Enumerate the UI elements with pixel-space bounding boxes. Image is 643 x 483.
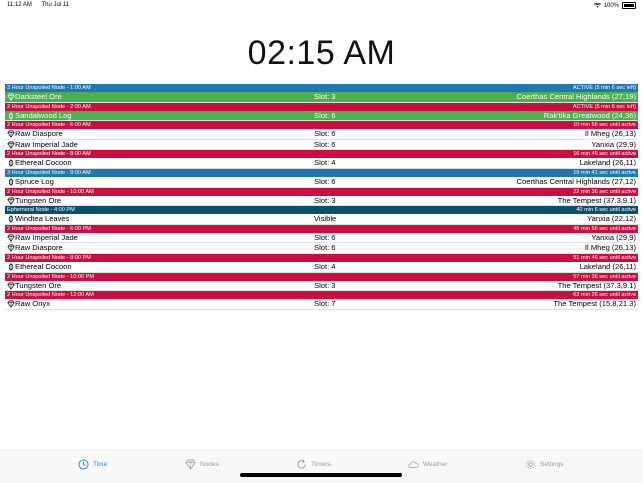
node-list — [5, 84, 638, 310]
group-title: 2 Hour Unspoiled Node - 6:00 PM — [7, 225, 91, 232]
node-group-header — [5, 291, 638, 299]
eorzea-clock: 02:15 AM — [247, 34, 396, 72]
mining-icon — [7, 244, 15, 252]
node-row[interactable] — [5, 129, 638, 140]
botany-icon — [7, 178, 15, 186]
mining-icon — [7, 197, 15, 205]
botany-icon — [7, 215, 15, 223]
item-name: Raw Imperial Jade — [15, 232, 78, 242]
item-slot: Slot: 4 — [314, 261, 336, 271]
item-location: Lakeland (26,11) — [579, 261, 636, 271]
tab-nodes[interactable] — [185, 458, 219, 470]
item-name: Windtea Leaves — [15, 214, 70, 224]
node-row[interactable] — [5, 243, 638, 254]
item-location: Coerthas Central Highlands (27,12) — [516, 176, 636, 186]
status-time: 11:12 AM — [7, 2, 32, 8]
tab-label: Nodes — [200, 460, 219, 468]
tab-settings[interactable] — [525, 458, 564, 470]
group-status: 16 min 46 sec until active — [573, 151, 636, 158]
status-right — [594, 2, 636, 9]
mining-icon — [7, 282, 15, 290]
item-location: Yanxia (29,9) — [591, 232, 636, 242]
group-title: Ephemeral Node - 4:00 PM — [7, 207, 75, 214]
group-title: 2 Hour Unspoiled Node - 10:00 AM — [7, 188, 94, 195]
item-name: Raw Diaspore — [15, 243, 63, 253]
item-slot: Slot: 4 — [314, 158, 336, 168]
tab-label: Time — [93, 460, 108, 468]
item-slot: Slot: 7 — [314, 299, 336, 309]
item-slot: Slot: 3 — [314, 280, 336, 290]
item-slot: Slot: 6 — [314, 129, 336, 139]
item-location: The Tempest (37.3,9.1) — [557, 195, 636, 205]
mining-icon — [7, 141, 15, 149]
item-slot: Slot: 6 — [314, 243, 336, 253]
node-group-header — [5, 169, 638, 177]
item-location: The Tempest (37.3,9.1) — [557, 280, 636, 290]
node-group-header — [5, 103, 638, 111]
tab-label: Weather — [423, 460, 448, 468]
node-row[interactable] — [5, 299, 638, 310]
tab-timers[interactable] — [296, 458, 331, 470]
status-date: Thu Jul 11 — [41, 2, 70, 8]
group-status: 51 min 46 sec until active — [573, 254, 636, 261]
item-slot: Slot: 6 — [314, 139, 336, 149]
item-slot: Slot: 6 — [314, 176, 336, 186]
item-slot: Slot: 3 — [314, 92, 336, 101]
gear-icon — [525, 459, 536, 470]
item-location: Il Mheg (26,13) — [584, 243, 636, 253]
botany-icon — [7, 263, 15, 271]
node-row[interactable] — [5, 281, 638, 292]
group-status: 45 min 56 sec until active — [573, 225, 636, 232]
tab-weather[interactable] — [408, 458, 447, 470]
group-status: ACTIVE (5 min 6 sec left) — [572, 85, 636, 91]
item-location: Rak'tika Greatwood (24,36) — [543, 110, 636, 120]
item-name: Tungsten Ore — [15, 280, 62, 290]
item-slot: Slot: 6 — [314, 110, 336, 120]
status-bar — [0, 0, 643, 12]
botany-icon — [7, 159, 15, 167]
node-row[interactable] — [5, 158, 638, 169]
node-row[interactable] — [5, 214, 638, 225]
node-row[interactable] — [5, 177, 638, 188]
item-location: The Tempest (15.8,21.3) — [553, 299, 636, 309]
group-title: 3 Hour Unspoiled Node - 9:00 AM — [7, 169, 91, 176]
group-status: 19 min 41 sec until active — [573, 169, 636, 176]
mining-icon — [7, 93, 15, 101]
home-indicator — [240, 473, 402, 477]
group-status: 63 min 26 sec until active — [573, 292, 636, 299]
mining-icon — [7, 234, 15, 242]
item-name: Raw Diaspore — [15, 129, 63, 139]
node-row[interactable] — [5, 92, 638, 103]
tab-time[interactable] — [78, 458, 107, 470]
node-row[interactable] — [5, 196, 638, 207]
item-location: Il Mheg (26,13) — [584, 129, 636, 139]
node-row[interactable] — [5, 262, 638, 273]
node-group-header — [5, 188, 638, 196]
group-title: 2 Hour Unspoiled Node - 10:00 PM — [7, 273, 95, 280]
wifi-icon — [594, 3, 601, 8]
botany-icon — [7, 112, 15, 120]
node-row[interactable] — [5, 140, 638, 151]
battery-icon — [622, 2, 636, 9]
item-slot: Visible — [314, 214, 337, 224]
mining-icon — [7, 300, 15, 308]
group-title: 2 Hour Unspoiled Node - 8:00 PM — [7, 254, 91, 261]
item-slot: Slot: 6 — [314, 232, 336, 242]
group-title: 3 Hour Unspoiled Node - 1:00 AM — [7, 85, 91, 91]
status-left — [7, 2, 77, 8]
gem-icon — [185, 459, 196, 470]
item-name: Tungsten Ore — [15, 195, 62, 205]
node-group-header — [5, 206, 638, 214]
tab-label: Settings — [540, 460, 564, 468]
item-name: Darksteel Ore — [15, 92, 62, 101]
item-slot: Slot: 3 — [314, 195, 336, 205]
item-name: Ethereal Cocoon — [15, 261, 72, 271]
item-location: Lakeland (26,11) — [579, 158, 636, 168]
group-title: 2 Hour Unspoiled Node - 12:00 AM — [7, 292, 94, 299]
tab-label: Timers — [311, 460, 331, 468]
node-group-header — [5, 254, 638, 262]
item-name: Raw Onyx — [15, 299, 51, 309]
node-row[interactable] — [5, 111, 638, 122]
group-status: 40 min 6 sec until active — [576, 207, 636, 214]
group-status: 57 min 36 sec until active — [573, 273, 636, 280]
item-name: Sandalwood Log — [15, 110, 72, 120]
item-name: Ethereal Cocoon — [15, 158, 72, 168]
mining-icon — [7, 130, 15, 138]
battery-percent: 100% — [603, 2, 619, 9]
group-status: ACTIVE (5 min 6 sec left) — [572, 103, 636, 110]
node-group-header — [5, 225, 638, 233]
item-location: Yanxia (29,9) — [591, 139, 636, 149]
group-title: 2 Hour Unspoiled Node - 2:00 AM — [7, 103, 91, 110]
tab-bar — [0, 450, 643, 483]
group-status: 10 min 56 sec until active — [573, 122, 636, 129]
item-location: Coerthas Central Highlands (27,19) — [516, 92, 636, 101]
node-row[interactable] — [5, 233, 638, 244]
cloud-icon — [408, 459, 419, 470]
clock-icon — [78, 459, 89, 470]
node-group-header — [5, 273, 638, 281]
refresh-icon — [296, 459, 307, 470]
group-status: 22 min 36 sec until active — [573, 188, 636, 195]
item-location: Yanxia (22,12) — [587, 214, 636, 224]
item-name: Spruce Log — [15, 176, 54, 186]
node-group-header — [5, 150, 638, 158]
group-title: 2 Hour Unspoiled Node - 8:00 AM — [7, 151, 91, 158]
node-group-header — [5, 121, 638, 129]
node-group-header — [5, 84, 638, 92]
item-name: Raw Imperial Jade — [15, 139, 78, 149]
group-title: 2 Hour Unspoiled Node - 6:00 AM — [7, 122, 91, 129]
